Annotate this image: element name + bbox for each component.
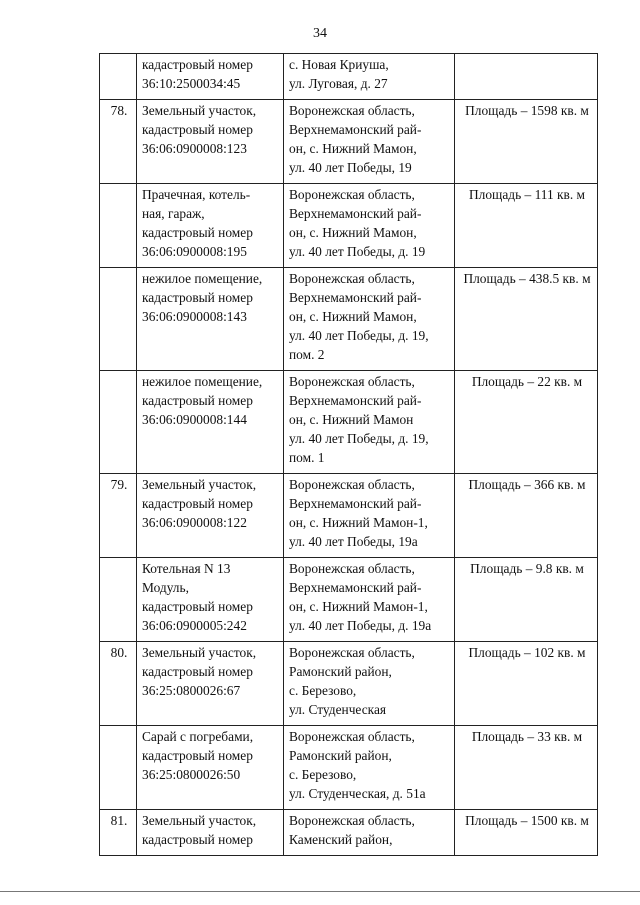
object-line: 36:06:0900008:144 (142, 412, 247, 427)
address-line: Воронежская область, (289, 374, 415, 389)
object-line: Котельная N 13 (142, 561, 231, 576)
address-line: Верхнемамонский рай- (289, 206, 422, 221)
object-cell (137, 268, 284, 371)
row-number (100, 726, 137, 810)
table-row (100, 100, 598, 184)
area-cell (455, 54, 598, 100)
table-row (100, 726, 598, 810)
area-cell: Площадь – 1500 кв. м (455, 810, 598, 856)
object-line: Модуль, (142, 580, 189, 595)
object-cell (137, 642, 284, 726)
address-line: Каменский район, (289, 832, 393, 847)
address-line: он, с. Нижний Мамон, (289, 141, 417, 156)
address-cell (284, 474, 455, 558)
object-cell (137, 100, 284, 184)
object-line: Земельный участок, (142, 813, 257, 828)
object-line: 36:06:0900008:143 (142, 309, 247, 324)
address-line: Воронежская область, (289, 187, 415, 202)
address-line: ул. 40 лет Победы, 19а (289, 534, 418, 549)
object-cell (137, 810, 284, 856)
address-line: он, с. Нижний Мамон, (289, 309, 417, 324)
object-line: ная, гараж, (142, 206, 205, 221)
address-line: пом. 1 (289, 450, 325, 465)
table-row (100, 54, 598, 100)
address-line: он, с. Нижний Мамон, (289, 225, 417, 240)
address-line: Верхнемамонский рай- (289, 122, 422, 137)
object-cell (137, 371, 284, 474)
address-line: Воронежская область, (289, 729, 415, 744)
address-cell (284, 268, 455, 371)
address-line: ул. Луговая, д. 27 (289, 76, 388, 91)
object-line: 36:10:2500034:45 (142, 76, 241, 91)
address-cell (284, 810, 455, 856)
address-cell (284, 371, 455, 474)
property-table (99, 53, 598, 856)
address-line: Верхнемамонский рай- (289, 393, 422, 408)
object-line: кадастровый номер (142, 225, 253, 240)
address-line: он, с. Нижний Мамон (289, 412, 414, 427)
area-cell: Площадь – 9.8 кв. м (455, 558, 598, 642)
table-row (100, 474, 598, 558)
address-line: Воронежская область, (289, 271, 415, 286)
address-line: он, с. Нижний Мамон-1, (289, 599, 428, 614)
address-line: ул. Студенческая (289, 702, 387, 717)
address-line: Воронежская область, (289, 477, 415, 492)
address-cell (284, 726, 455, 810)
row-number: 78. (100, 100, 137, 184)
table-row (100, 558, 598, 642)
area-cell: Площадь – 22 кв. м (455, 371, 598, 474)
address-line: с. Березово, (289, 683, 357, 698)
object-line: Прачечная, котель- (142, 187, 251, 202)
area-cell: Площадь – 438.5 кв. м (455, 268, 598, 371)
object-line: кадастровый номер (142, 748, 253, 763)
address-line: Воронежская область, (289, 103, 415, 118)
address-line: Верхнемамонский рай- (289, 496, 422, 511)
object-line: кадастровый номер (142, 122, 253, 137)
object-line: 36:06:0900008:122 (142, 515, 247, 530)
table-row (100, 184, 598, 268)
object-line: кадастровый номер (142, 664, 253, 679)
object-line: кадастровый номер (142, 393, 253, 408)
row-number: 79. (100, 474, 137, 558)
object-cell (137, 726, 284, 810)
address-cell (284, 558, 455, 642)
table-row (100, 642, 598, 726)
address-cell (284, 54, 455, 100)
object-line: 36:25:0800026:67 (142, 683, 241, 698)
address-line: ул. 40 лет Победы, д. 19, (289, 328, 429, 343)
object-line: 36:06:0900008:123 (142, 141, 247, 156)
object-line: кадастровый номер (142, 599, 253, 614)
page-bottom-divider (0, 891, 640, 892)
object-cell (137, 474, 284, 558)
object-line: 36:25:0800026:50 (142, 767, 241, 782)
object-line: Земельный участок, (142, 477, 257, 492)
address-line: ул. Студенческая, д. 51а (289, 786, 426, 801)
row-number (100, 371, 137, 474)
area-cell: Площадь – 366 кв. м (455, 474, 598, 558)
object-cell (137, 558, 284, 642)
address-line: пом. 2 (289, 347, 325, 362)
object-line: 36:06:0900005:242 (142, 618, 247, 633)
object-line: кадастровый номер (142, 832, 253, 847)
table-row (100, 268, 598, 371)
area-cell: Площадь – 102 кв. м (455, 642, 598, 726)
row-number (100, 558, 137, 642)
address-line: ул. 40 лет Победы, д. 19 (289, 244, 426, 259)
address-cell (284, 100, 455, 184)
table-row (100, 371, 598, 474)
address-line: Воронежская область, (289, 813, 415, 828)
address-line: Воронежская область, (289, 645, 415, 660)
address-line: он, с. Нижний Мамон-1, (289, 515, 428, 530)
object-line: кадастровый номер (142, 496, 253, 511)
address-line: Воронежская область, (289, 561, 415, 576)
row-number: 80. (100, 642, 137, 726)
row-number (100, 54, 137, 100)
object-line: Сарай с погребами, (142, 729, 254, 744)
object-cell (137, 184, 284, 268)
address-line: Верхнемамонский рай- (289, 290, 422, 305)
row-number (100, 184, 137, 268)
address-cell (284, 642, 455, 726)
row-number: 81. (100, 810, 137, 856)
object-line: кадастровый номер (142, 290, 253, 305)
address-line: ул. 40 лет Победы, д. 19а (289, 618, 432, 633)
object-line: Земельный участок, (142, 103, 257, 118)
page-number: 34 (313, 26, 327, 41)
object-line: Земельный участок, (142, 645, 257, 660)
object-cell (137, 54, 284, 100)
area-cell: Площадь – 111 кв. м (455, 184, 598, 268)
address-line: с. Березово, (289, 767, 357, 782)
address-line: Рамонский район, (289, 664, 392, 679)
address-line: Рамонский район, (289, 748, 392, 763)
object-line: нежилое помещение, (142, 374, 263, 389)
object-line: нежилое помещение, (142, 271, 263, 286)
table-row (100, 810, 598, 856)
address-line: ул. 40 лет Победы, д. 19, (289, 431, 429, 446)
row-number (100, 268, 137, 371)
area-cell: Площадь – 33 кв. м (455, 726, 598, 810)
address-cell (284, 184, 455, 268)
object-line: кадастровый номер (142, 57, 253, 72)
address-line: с. Новая Криуша, (289, 57, 389, 72)
area-cell: Площадь – 1598 кв. м (455, 100, 598, 184)
object-line: 36:06:0900008:195 (142, 244, 247, 259)
address-line: Верхнемамонский рай- (289, 580, 422, 595)
address-line: ул. 40 лет Победы, 19 (289, 160, 412, 175)
